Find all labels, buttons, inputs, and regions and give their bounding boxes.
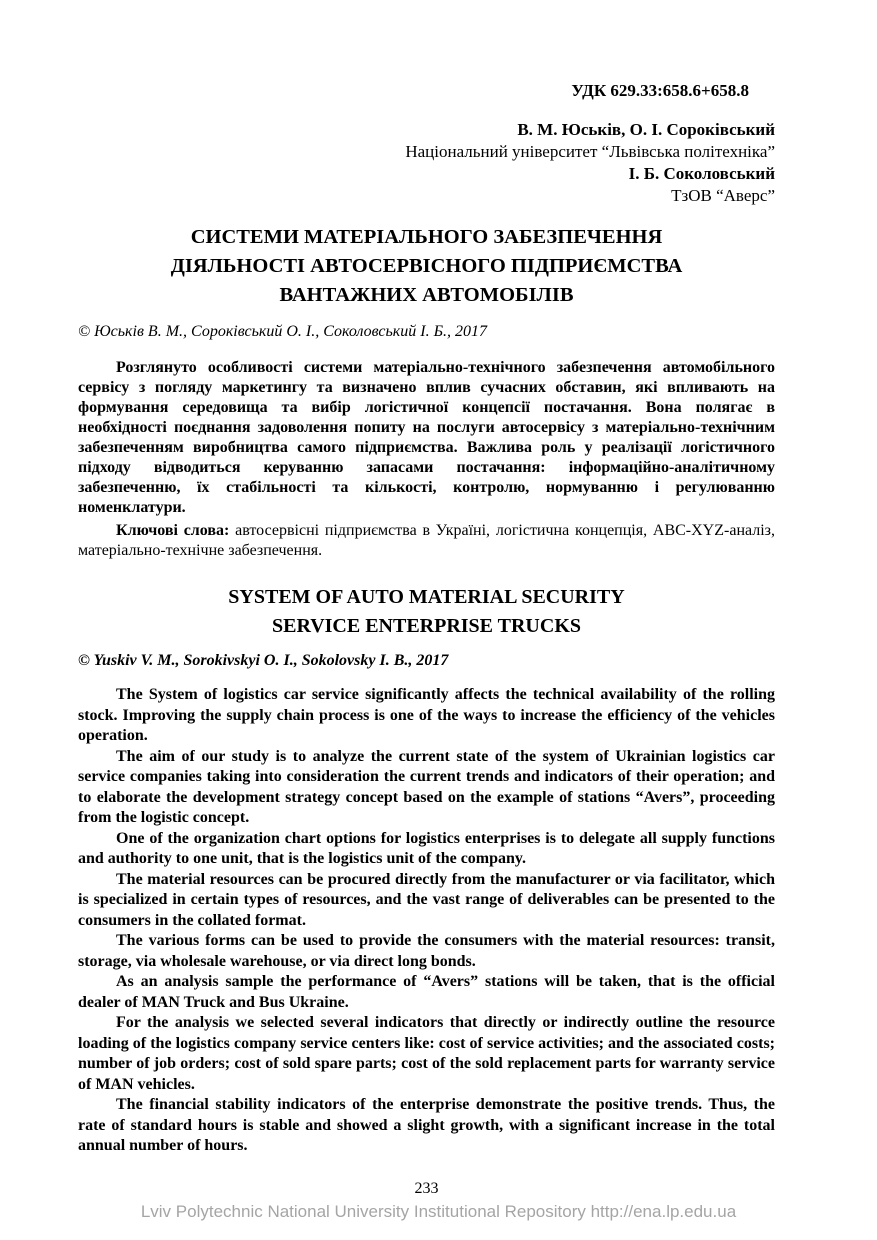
english-paragraph: The System of logistics car service significantly affects the technical availability of the rolling stock. Improving the supply chain process is one of the ways to increase the efficiency of the vehicles operation. (78, 686, 775, 744)
affiliation-line-2: ТзОВ “Аверс” (671, 186, 775, 205)
english-paragraph: The financial stability indicators of the enterprise demonstrate the positive trends. Thus, the rate of standard hours is stable and showed a slight growth, with a significant increase in the total annual number of hours. (78, 1096, 775, 1154)
copyright-line-uk: © Юськів В. М., Сороківський О. І., Соколовський І. Б., 2017 (78, 323, 488, 340)
english-paragraph: The aim of our study is to analyze the current state of the system of Ukrainian logistics car service companies taking into consideration the current trends and indicators of their operation; and to elaborate the development strategy concept based on the example of stations “Avers”, proceeding from the logistic concept. (78, 747, 775, 826)
affiliation-line-1: Національний університет “Львівська політехніка” (405, 142, 775, 161)
udc-code: УДК 629.33:658.6+658.8 (571, 81, 749, 100)
english-paragraph: The various forms can be used to provide the consumers with the material resources: transit, storage, via wholesale warehouse, or via direct long bonds. (78, 932, 775, 970)
keywords-text: автосервісні підприємства в Україні, логістична концепція, ABC-XYZ-аналіз, матеріально-технічне забезпечення. (78, 522, 775, 559)
article-title-en-line-1: SYSTEM OF AUTO MATERIAL SECURITY (228, 586, 625, 608)
article-title-uk-line-2: ДІЯЛЬНОСТІ АВТОСЕРВІСНОГО ПІДПРИЄМСТВА (170, 255, 683, 277)
article-title-uk-line-1: СИСТЕМИ МАТЕРІАЛЬНОГО ЗАБЕЗПЕЧЕННЯ (190, 226, 663, 248)
english-paragraph: One of the organization chart options for logistics enterprises is to delegate all supply functions and authority to one unit, that is the logistics unit of the company. (78, 829, 775, 867)
authors-line-2: І. Б. Соколовський (628, 164, 775, 183)
byline-block (78, 119, 775, 207)
authors-line-1: В. М. Юськів, О. І. Сороківський (517, 120, 775, 139)
english-paragraph: As an analysis sample the performance of “Avers” stations will be taken, that is the official dealer of MAN Truck and Bus Ukraine. (78, 973, 775, 1011)
copyright-line-en: © Yuskiv V. M., Sorokivskyi O. I., Sokolovsky I. B., 2017 (78, 652, 449, 669)
page-content (78, 0, 775, 1199)
article-title-uk (78, 223, 775, 310)
english-paragraph: The material resources can be procured directly from the manufacturer or via facilitator, which is specialized in certain types of resources, and the vast range of deliverables can be presented to the consumers in the collated format. (78, 870, 775, 929)
english-body (78, 685, 775, 1157)
page-number: 233 (414, 1179, 439, 1197)
article-title-en (78, 583, 775, 641)
article-title-en-line-2: SERVICE ENTERPRISE TRUCKS (271, 615, 581, 637)
keywords-label: Ключові слова: (116, 522, 230, 539)
article-title-uk-line-3: ВАНТАЖНИХ АВТОМОБІЛІВ (279, 284, 574, 306)
english-paragraph: For the analysis we selected several indicators that directly or indirectly outline the resource loading of the logistics company service centers like: cost of service activities; and the associated costs; number of job orders; cost of sold spare parts; cost of the sold replacement parts for warranty service of MAN vehicles. (78, 1014, 775, 1093)
keywords-paragraph (78, 521, 775, 561)
abstract-uk: Розглянуто особливості системи матеріально-технічного забезпечення автомобільного сервісу з погляду маркетингу та визначено вплив сучасних обставин, які впливають на формування середовища та вибір логістичної концепсії постачання. Вона полягає в необхідності поєднання задоволення попиту на послуги автосервісу з матеріально-технічним забезпеченням виробництва самого підприємства. Важлива роль у реалізації логістичного підходу відводиться керуванню запасами постачання: інформаційно-аналітичному забезпеченню, їх стабільності та кількості, контролю, нормуванню і регулюванню номенклатури. (78, 359, 775, 516)
repository-footer-stamp: Lviv Polytechnic National University Institutional Repository http://ena.lp.edu.ua (140, 1202, 737, 1221)
